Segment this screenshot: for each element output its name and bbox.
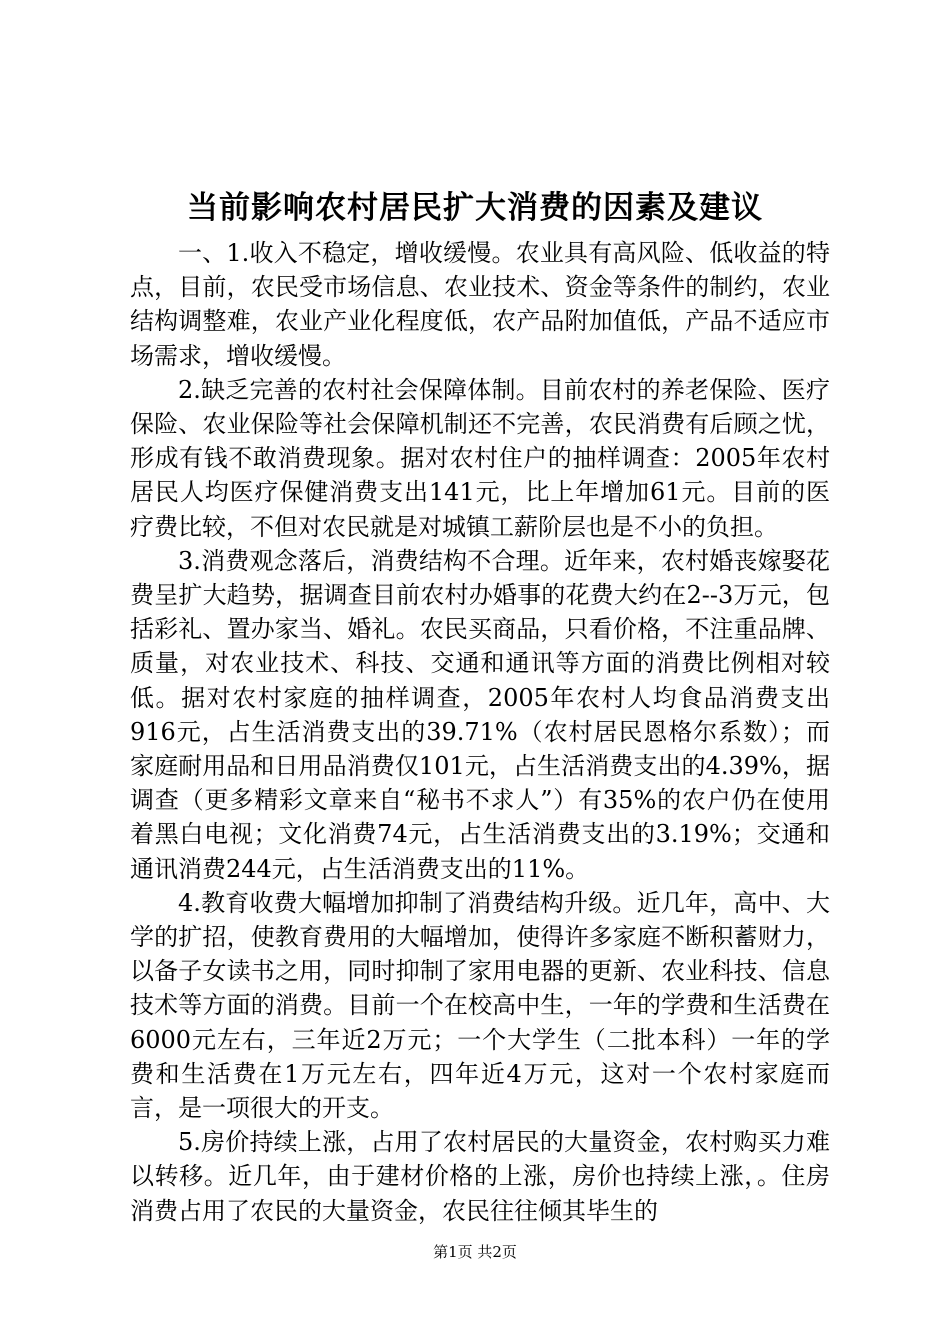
paragraph-5: 5.房价持续上涨，占用了农村居民的大量资金，农村购买力难以转移。近几年，由于建材价格的上涨，房价也持续上涨，。住房消费占用了农民的大量资金，农民往往倾其毕生的	[130, 1128, 830, 1225]
paragraph-3: 3.消费观念落后，消费结构不合理。近年来，农村婚丧嫁娶花费呈扩大趋势，据调查目前农村办婚事的花费大约在2--3万元，包括彩礼、置办家当、婚礼。农民买商品，只看价格，不注重品牌、质量，对农业技术、科技、交通和通讯等方面的消费比例相对较低。据对农村家庭的抽样调查，2005年农村人均食品消费支出916元，占生活消费支出的39.71%（农村居民恩格尔系数）；而家庭耐用品和日用品消费仅101元，占生活消费支出的4.39%，据调查（更多精彩文章来自“秘书不求人”）有35%的农户仍在使用着黑白电视；文化消费74元，占生活消费支出的3.19%；交通和通讯消费244元，占生活消费支出的11%。	[130, 546, 830, 883]
page-footer: 第1页 共2页	[433, 1243, 517, 1261]
paragraph-4: 4.教育收费大幅增加抑制了消费结构升级。近几年，高中、大学的扩招，使教育费用的大幅增加，使得许多家庭不断积蓄财力，以备子女读书之用，同时抑制了家用电器的更新、农业科技、信息技术等方面的消费。目前一个在校高中生，一年的学费和生活费在6000元左右，三年近2万元；一个大学生（二批本科）一年的学费和生活费在1万元左右，四年近4万元，这对一个农村家庭而言，是一项很大的开支。	[130, 888, 830, 1123]
document-title: 当前影响农村居民扩大消费的因素及建议	[187, 190, 763, 226]
document-body	[130, 236, 830, 1228]
paragraph-2: 2.缺乏完善的农村社会保障体制。目前农村的养老保险、医疗保险、农业保险等社会保障机制还不完善，农民消费有后顾之忧，形成有钱不敢消费现象。据对农村住户的抽样调查：2005年农村居民人均医疗保健消费支出141元，比上年增加61元。目前的医疗费比较，不但对农民就是对城镇工薪阶层也是不小的负担。	[130, 375, 830, 541]
paragraph-1: 一、1.收入不稳定，增收缓慢。农业具有高风险、低收益的特点，目前，农民受市场信息、农业技术、资金等条件的制约，农业结构调整难，农业产业化程度低，农产品附加值低，产品不适应市场需求，增收缓慢。	[130, 239, 830, 370]
